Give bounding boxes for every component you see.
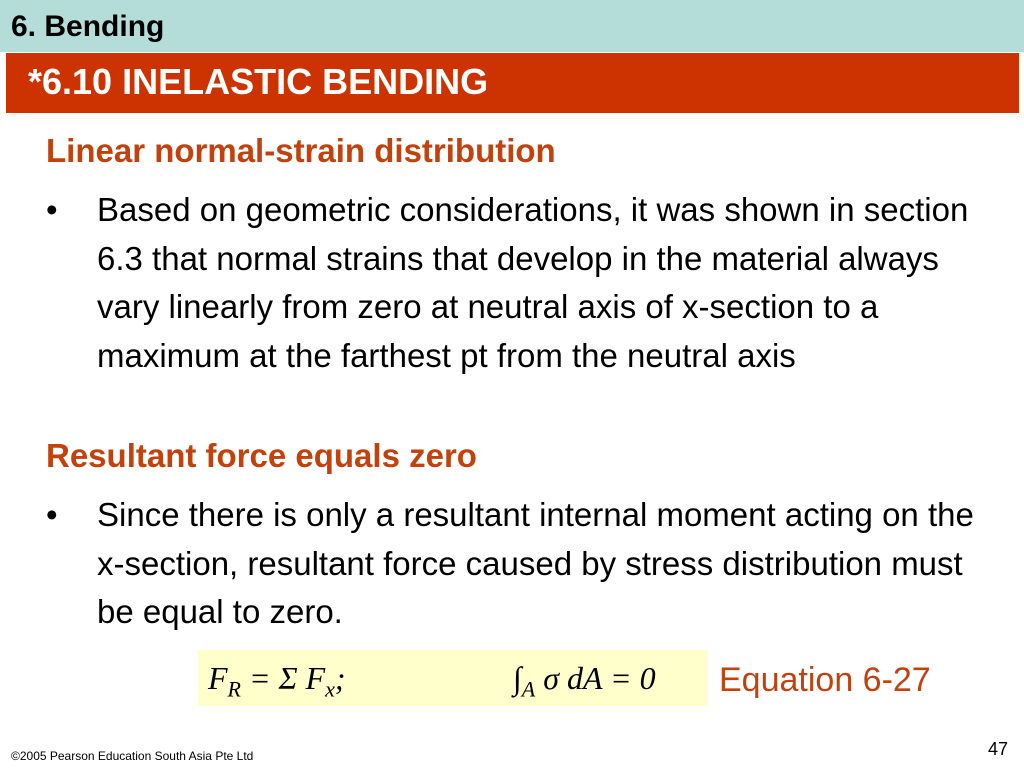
equation-force-sum: $F_R = \Sigma$ $F_x$; (208, 660, 346, 702)
chapter-bar (0, 0, 1024, 52)
bullet-item-force (46, 491, 1006, 637)
chapter-title: 6. Bending (11, 10, 165, 43)
page-number: 47 (987, 739, 1008, 759)
bullet-item-strain (46, 186, 1006, 380)
bullet-text-force: Since there is only a resultant internal moment acting on the x-section, resultant force caused by stress distribution must be equal to zero. (97, 496, 974, 630)
heading-resultant-force: Resultant force equals zero (46, 437, 477, 474)
section-title: *6.10 INELASTIC BENDING (28, 61, 489, 102)
bullet-text-strain: Based on geometric considerations, it was shown in section 6.3 that normal strains that develop in the material always vary linearly from zero at neutral axis of x-section to a maximum at the farthest pt from the neutral axis (97, 191, 969, 374)
bullet-icon: • (46, 496, 58, 533)
equation-integral: $\int_A$ σ dA = 0 (513, 660, 656, 702)
copyright-text: ©2005 Pearson Education South Asia Pte Ltd (11, 749, 254, 763)
equation-label: Equation 6-27 (719, 661, 931, 699)
heading-linear-strain: Linear normal-strain distribution (46, 132, 556, 169)
equation-box (198, 650, 708, 706)
bullet-icon: • (46, 191, 58, 228)
section-bar (6, 53, 1019, 113)
